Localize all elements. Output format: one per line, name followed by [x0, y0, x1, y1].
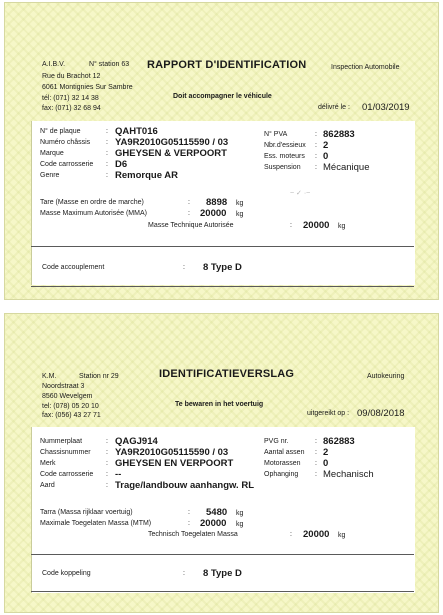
chassis-value: YA9R2010G05115590 / 03 — [115, 137, 229, 148]
colon: : — [106, 438, 108, 445]
colon: : — [106, 128, 108, 135]
plate-label: N° de plaque — [40, 128, 81, 135]
org-name: A.I.B.V. — [42, 61, 66, 68]
coupling-value: 8 Type D — [203, 568, 242, 579]
identification-report-french — [4, 2, 439, 300]
mma-value: 20000 — [200, 208, 227, 219]
report-title: IDENTIFICATIEVERSLAG — [159, 368, 295, 380]
colon: : — [106, 161, 108, 168]
address-line-2: 8560 Wevelgem — [42, 393, 93, 400]
suspension-value: Mécanique — [323, 162, 370, 173]
suspension-label: Ophanging — [264, 471, 299, 478]
coupling-label: Code accouplement — [42, 264, 105, 271]
tech-mass-label: Masse Technique Autorisée — [148, 222, 234, 229]
pvg-label: PVG nr. — [264, 438, 289, 445]
brand-label: Merk — [40, 460, 56, 467]
issued-label: délivré le : — [318, 104, 350, 111]
mtm-value: 20000 — [200, 518, 227, 529]
mtm-unit: kg — [236, 521, 244, 528]
keep-note: Te bewaren in het voertuig — [175, 401, 264, 408]
colon: : — [106, 471, 108, 478]
axles-value: 2 — [323, 447, 329, 458]
motor-axles-value: 0 — [323, 458, 329, 469]
axles-label: Nbr.d'essieux — [264, 142, 306, 149]
motor-axles-value: 0 — [323, 151, 329, 162]
data-panel — [31, 121, 415, 285]
separator-line — [31, 246, 414, 247]
fax: fax: (071) 32 68 94 — [42, 105, 101, 112]
separator-line — [31, 286, 414, 287]
body-code-value: D6 — [115, 159, 128, 170]
type-value: Trage/landbouw aanhangw. RL — [115, 480, 254, 491]
colon: : — [290, 531, 292, 538]
issued-date: 01/03/2019 — [362, 102, 410, 113]
brand-value: GHEYSEN & VERPOORT — [115, 148, 227, 159]
colon: : — [315, 164, 317, 171]
motor-axles-label: Motorassen — [264, 460, 301, 467]
colon: : — [106, 482, 108, 489]
colon: : — [183, 264, 185, 271]
suspension-value: Mechanisch — [323, 469, 374, 480]
tare-label: Tare (Masse en ordre de marche) — [40, 199, 144, 206]
body-code-value: -- — [115, 469, 122, 480]
faint-signature-mark: ~ ✓ ·~ — [290, 190, 311, 197]
colon: : — [106, 460, 108, 467]
colon: : — [315, 153, 317, 160]
station-number: N° station 63 — [89, 61, 130, 68]
colon: : — [188, 520, 190, 527]
accompany-note: Doit accompagner le véhicule — [173, 93, 272, 100]
chassis-label: Chassisnummer — [40, 449, 91, 456]
org-name: K.M. — [42, 373, 57, 380]
colon: : — [188, 509, 190, 516]
type-label: Genre — [40, 172, 60, 179]
coupling-value: 8 Type D — [203, 262, 242, 273]
colon: : — [315, 460, 317, 467]
issued-date: 09/08/2018 — [357, 408, 405, 419]
mtm-label: Maximale Toegelaten Massa (MTM) — [40, 520, 152, 527]
separator-line — [31, 554, 414, 555]
plate-value: QAGJ914 — [115, 436, 158, 447]
fax: fax: (056) 43 27 71 — [42, 412, 101, 419]
address-line-1: Noordstraat 3 — [42, 383, 85, 390]
plate-label: Nummerplaat — [40, 438, 83, 445]
colon: : — [315, 471, 317, 478]
colon: : — [315, 131, 317, 138]
body-code-label: Code carrosserie — [40, 471, 94, 478]
chassis-label: Numéro châssis — [40, 139, 91, 146]
pva-label: N° PVA — [264, 131, 288, 138]
address-line-1: Rue du Brachot 12 — [42, 73, 101, 80]
colon: : — [188, 210, 190, 217]
colon: : — [315, 449, 317, 456]
issued-label: uitgereikt op : — [307, 410, 350, 417]
mma-label: Masse Maximum Autorisée (MMA) — [40, 210, 147, 217]
chassis-value: YA9R2010G05115590 / 03 — [115, 447, 229, 458]
type-value: Remorque AR — [115, 170, 178, 181]
tech-mass-value: 20000 — [303, 529, 330, 540]
suspension-label: Suspension — [264, 164, 301, 171]
colon: : — [106, 449, 108, 456]
colon: : — [315, 142, 317, 149]
colon: : — [183, 570, 185, 577]
pvg-value: 862883 — [323, 436, 355, 447]
colon: : — [106, 150, 108, 157]
colon: : — [188, 199, 190, 206]
type-label: Aard — [40, 482, 55, 489]
inspection-label: Autokeuring — [367, 373, 405, 380]
brand-value: GHEYSEN EN VERPOORT — [115, 458, 234, 469]
phone: tel: (078) 05 20 10 — [42, 403, 99, 410]
colon: : — [106, 139, 108, 146]
mma-unit: kg — [236, 211, 244, 218]
inspection-label: Inspection Automobile — [331, 64, 400, 71]
tech-mass-unit: kg — [338, 532, 346, 539]
report-title: RAPPORT D'IDENTIFICATION — [147, 59, 307, 71]
address-line-2: 6061 Montignies Sur Sambre — [42, 84, 133, 91]
colon: : — [315, 438, 317, 445]
tare-value: 5480 — [206, 507, 228, 518]
axles-label: Aantal assen — [264, 449, 305, 456]
axles-value: 2 — [323, 140, 329, 151]
identification-report-dutch — [4, 313, 439, 613]
coupling-label: Code koppeling — [42, 570, 91, 577]
tare-value: 8898 — [206, 197, 228, 208]
tech-mass-label: Technisch Toegelaten Massa — [148, 531, 238, 538]
colon: : — [106, 172, 108, 179]
pva-value: 862883 — [323, 129, 355, 140]
tech-mass-value: 20000 — [303, 220, 330, 231]
separator-line — [31, 591, 414, 592]
motor-axles-label: Ess. moteurs — [264, 153, 305, 160]
phone: tél: (071) 32 14 38 — [42, 95, 99, 102]
body-code-label: Code carrosserie — [40, 161, 94, 168]
tare-label: Tarra (Massa rijklaar voertuig) — [40, 509, 133, 516]
plate-value: QAHT016 — [115, 126, 158, 137]
colon: : — [290, 222, 292, 229]
tare-unit: kg — [236, 510, 244, 517]
station-number: Station nr 29 — [79, 373, 119, 380]
tech-mass-unit: kg — [338, 223, 346, 230]
tare-unit: kg — [236, 200, 244, 207]
brand-label: Marque — [40, 150, 64, 157]
